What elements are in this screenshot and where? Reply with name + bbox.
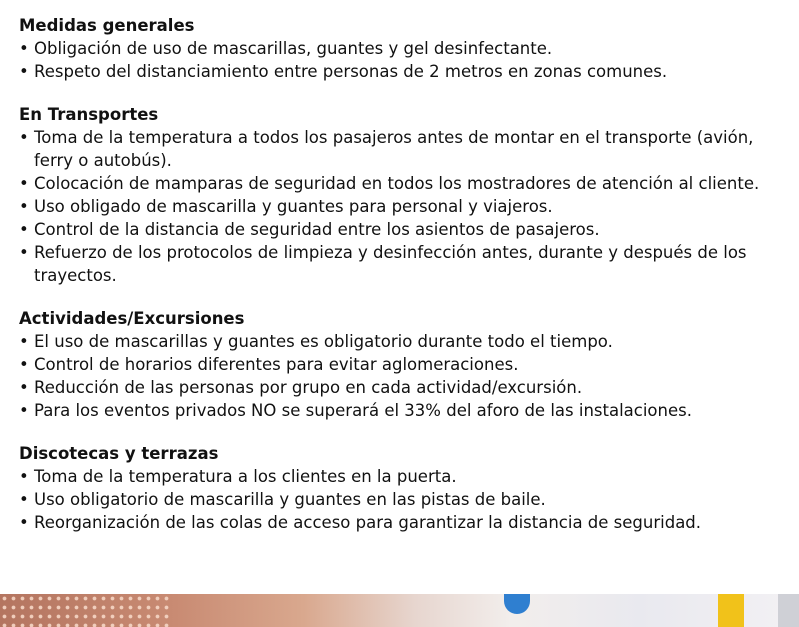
list-item: • Reorganización de las colas de acceso para garantizar la distancia de seguridad. [19, 511, 789, 534]
gray-object [778, 594, 799, 627]
list-item: • Para los eventos privados NO se superará el 33% del aforo de las instalaciones. [19, 399, 789, 422]
blue-object [504, 594, 530, 614]
section-discotecas-terrazas [19, 442, 789, 534]
yellow-object [718, 594, 744, 627]
section-heading: Actividades/Excursiones [19, 309, 245, 328]
section-medidas-generales [19, 14, 789, 83]
section-actividades-excursiones [19, 307, 789, 422]
dotted-pattern [0, 594, 170, 627]
list-item: • Toma de la temperatura a los clientes en la puerta. [19, 465, 789, 488]
section-heading: En Transportes [19, 105, 159, 124]
section-en-transportes [19, 103, 789, 287]
list-item: • Control de horarios diferentes para evitar aglomeraciones. [19, 353, 789, 376]
list-item: • Refuerzo de los protocolos de limpieza y desinfección antes, durante y después de los trayectos. [19, 241, 789, 287]
list-item: • Reducción de las personas por grupo en cada actividad/excursión. [19, 376, 789, 399]
list-item: • Respeto del distanciamiento entre personas de 2 metros en zonas comunes. [19, 60, 789, 83]
list-item: • Control de la distancia de seguridad entre los asientos de pasajeros. [19, 218, 789, 241]
photo-strip-image [0, 594, 799, 627]
list-item: • Toma de la temperatura a todos los pasajeros antes de montar en el transporte (avión, ferry o autobús). [19, 126, 789, 172]
list-item: • Uso obligatorio de mascarilla y guantes en las pistas de baile. [19, 488, 789, 511]
section-heading: Discotecas y terrazas [19, 444, 219, 463]
document-body [19, 14, 789, 554]
list-item: • El uso de mascarillas y guantes es obligatorio durante todo el tiempo. [19, 330, 789, 353]
list-item: • Obligación de uso de mascarillas, guantes y gel desinfectante. [19, 37, 789, 60]
section-heading: Medidas generales [19, 16, 195, 35]
list-item: • Uso obligado de mascarilla y guantes para personal y viajeros. [19, 195, 789, 218]
list-item: • Colocación de mamparas de seguridad en todos los mostradores de atención al cliente. [19, 172, 789, 195]
